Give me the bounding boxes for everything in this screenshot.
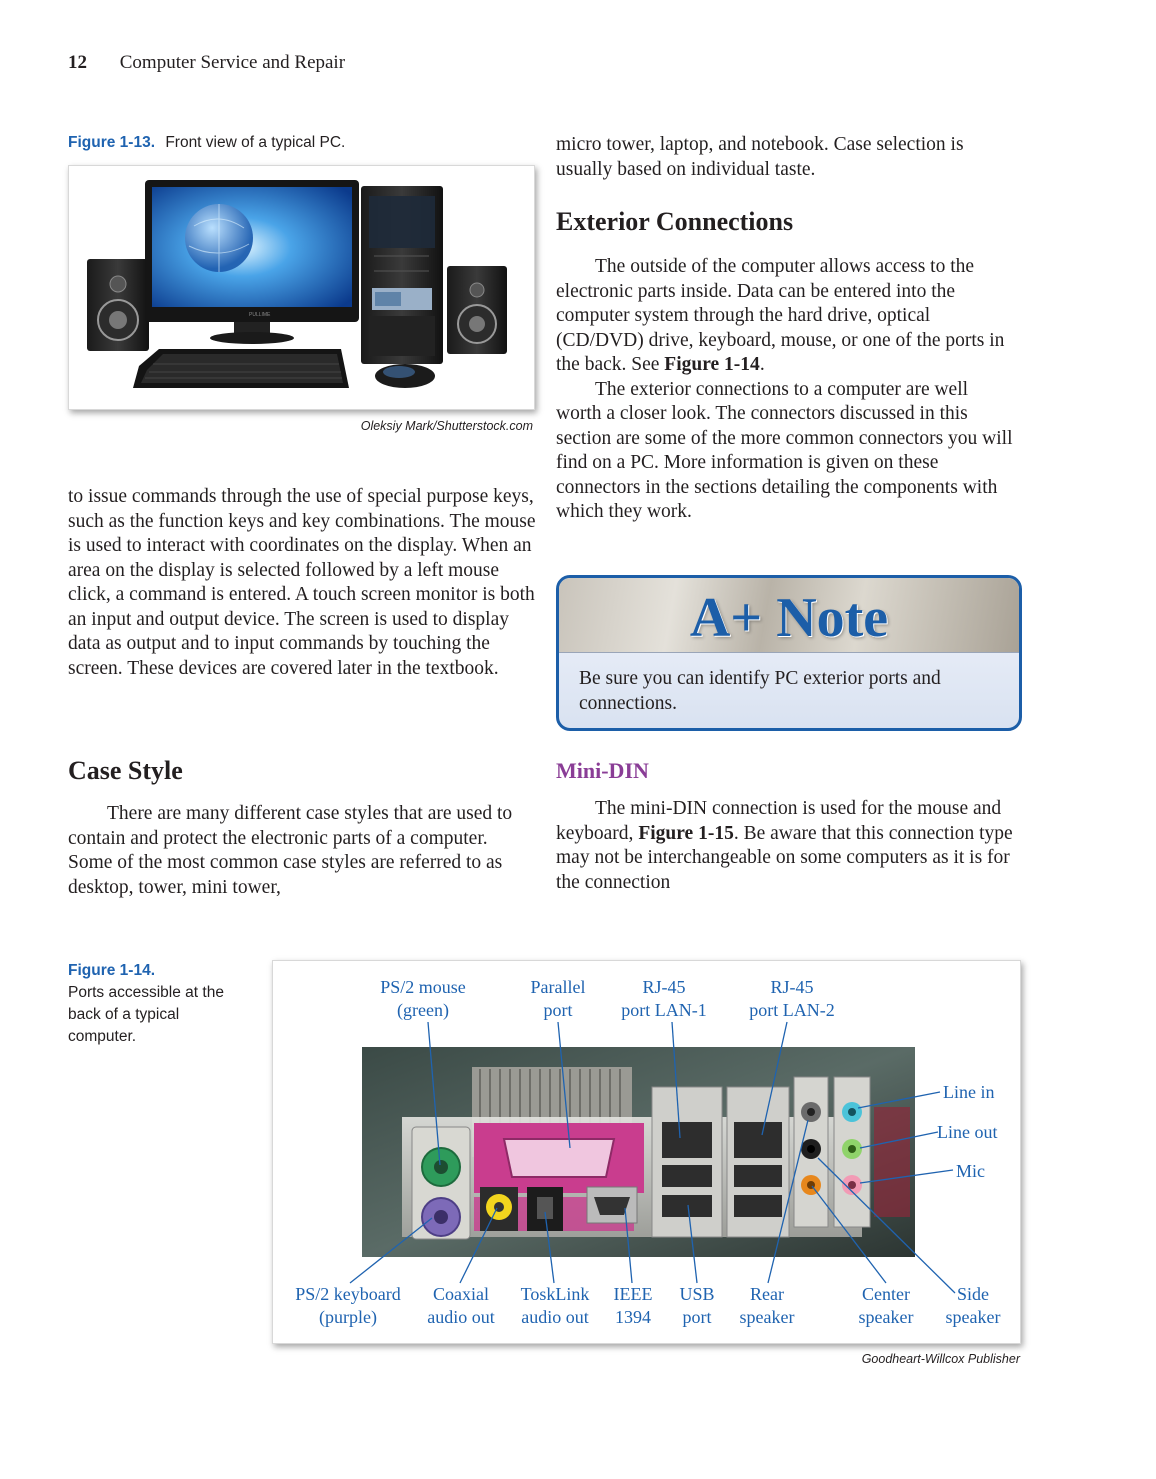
label-ieee-line1: IEEE	[613, 1284, 653, 1304]
right-para-cont: micro tower, laptop, and notebook. Case selection is usually based on individual taste.	[556, 134, 964, 180]
mini-din-para-end: . Be aware that this connection type may not be interchangeable on some computers as it is for the connection	[556, 822, 1013, 893]
left-para-1: to issue commands through the use of special purpose keys, such as the function keys and key combinations. The mouse is used to interact with coordinates on the display. When an area on the display is selected followed by a left mouse click, a command is entered. A touch screen monitor is both an input and output device. The screen is used to display data as output and to input commands by touching the screen. These devices are covered later in the textbook.	[68, 486, 536, 679]
exterior-connections-heading: Exterior Connections	[556, 207, 794, 236]
label-rj45-lan1-line1: RJ-45	[642, 977, 686, 997]
label-rj45-lan2-line2: port LAN-2	[749, 1000, 835, 1020]
label-ps2-mouse-line1: PS/2 mouse	[380, 977, 466, 997]
label-ieee-1394	[606, 1283, 660, 1329]
label-center-line1: Center	[862, 1284, 910, 1304]
page-number: 12	[68, 52, 87, 73]
label-usb-line2: port	[682, 1307, 712, 1327]
note-text: Be sure you can identify PC exterior ports and connections.	[579, 668, 941, 714]
label-coaxial-line1: Coaxial	[433, 1284, 489, 1304]
figure-1-14-ref: Figure 1-14	[664, 354, 760, 375]
label-rj45-lan1	[610, 976, 718, 1022]
label-parallel-line1: Parallel	[530, 977, 586, 997]
label-rear-line2: speaker	[739, 1307, 795, 1327]
label-mic: Mic	[956, 1161, 985, 1181]
mini-din-heading: Mini-DIN	[556, 758, 649, 783]
label-tosklink-line1: ToskLink	[520, 1284, 590, 1304]
label-side-line1: Side	[956, 1284, 989, 1304]
label-ps2-keyboard	[283, 1283, 413, 1329]
label-center-line2: speaker	[858, 1307, 914, 1327]
label-ps2-mouse-line2: (green)	[397, 1000, 449, 1020]
label-line-out: Line out	[937, 1122, 998, 1142]
label-tosklink-audio	[510, 1283, 600, 1329]
figure-13-caption-text: Front view of a typical PC.	[165, 134, 346, 151]
label-tosklink-line2: audio out	[521, 1307, 589, 1327]
label-ieee-line2: 1394	[615, 1307, 651, 1327]
label-side-line2: speaker	[945, 1307, 1001, 1327]
case-style-para: There are many different case styles that are used to contain and protect the electronic parts of a computer. Some of the most common case styles are referred to as desktop, tower, mini tower,	[68, 803, 513, 898]
book-title: Computer Service and Repair	[119, 52, 346, 73]
label-rj45-lan2	[737, 976, 847, 1022]
figure-14-number: Figure 1-14.	[68, 962, 155, 979]
figure-1-15-ref: Figure 1-15	[638, 822, 734, 844]
label-ps2-mouse	[363, 976, 483, 1022]
figure-14-caption-text: Ports accessible at the back of a typical computer.	[68, 984, 224, 1045]
label-rj45-lan1-line2: port LAN-1	[621, 1000, 707, 1020]
mini-din-para-text: The mini-DIN connection is used for the mouse and keyboard,	[556, 798, 1002, 844]
label-side-speaker	[936, 1283, 1010, 1329]
exterior-para-1-text: The outside of the computer allows access to the electronic parts inside. Data can be entered into the computer system through the hard drive, optical (CD/DVD) drive, keyboard, mouse, or one of the ports in the back. See	[556, 256, 1005, 375]
case-style-heading: Case Style	[68, 756, 183, 785]
label-coaxial-audio	[418, 1283, 504, 1329]
label-rear-line1: Rear	[750, 1284, 784, 1304]
label-center-speaker	[848, 1283, 924, 1329]
label-ps2-keyboard-line1: PS/2 keyboard	[295, 1284, 401, 1304]
label-line-in: Line in	[943, 1082, 995, 1102]
label-parallel-port	[513, 976, 603, 1022]
monitor-brand: PULLIME	[249, 312, 271, 318]
label-rear-speaker	[730, 1283, 804, 1329]
exterior-para-1-end: .	[759, 354, 765, 375]
label-usb-port	[670, 1283, 724, 1329]
exterior-para-2: The exterior connections to a computer are well worth a closer look. The connectors discussed in this section are some of the more common connectors you will find on a PC. More information is given on these connectors in the sections detailing the components with which they work.	[556, 378, 1013, 522]
note-title: A+ Note	[689, 587, 889, 649]
figure-14-credit: Goodheart-Willcox Publisher	[861, 1352, 1020, 1366]
label-coaxial-line2: audio out	[427, 1307, 495, 1327]
label-rj45-lan2-line1: RJ-45	[770, 977, 814, 997]
label-ps2-keyboard-line2: (purple)	[319, 1307, 377, 1327]
label-usb-line1: USB	[679, 1284, 715, 1304]
figure-13-credit: Oleksiy Mark/Shutterstock.com	[360, 419, 533, 433]
figure-13-number: Figure 1-13.	[68, 134, 155, 151]
label-parallel-line2: port	[543, 1000, 573, 1020]
